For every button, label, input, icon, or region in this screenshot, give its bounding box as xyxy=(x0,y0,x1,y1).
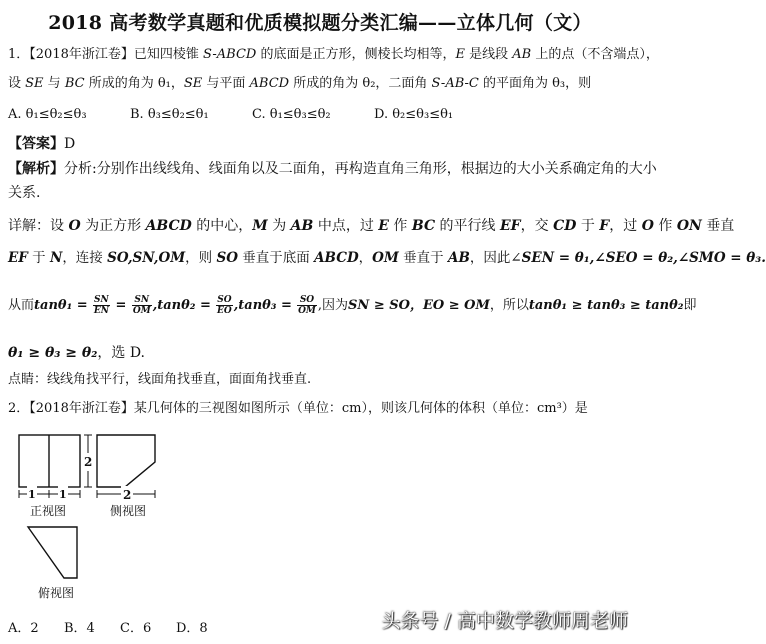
top-view-label: 俯视图 xyxy=(38,586,75,600)
detail-text: 为 xyxy=(267,218,291,234)
detail-text: 于 xyxy=(27,250,50,266)
detail-text: 为正方形 xyxy=(80,218,146,234)
q1-point-e: E xyxy=(455,47,465,62)
q1-stem-text: 所成的角为 θ₁， xyxy=(84,76,184,91)
q2-options xyxy=(8,620,208,638)
detail-math: ON xyxy=(676,218,702,234)
fraction-num: SO xyxy=(297,295,317,306)
detail-math: EF xyxy=(500,218,521,234)
watermark: 头条号 / 高中数学教师周老师 xyxy=(381,610,628,632)
detail-math: ,tanθ₂ = xyxy=(152,298,211,313)
q1-se: SE xyxy=(25,76,44,91)
dim-label-2h: 2 xyxy=(123,488,132,502)
detail-text: 于 xyxy=(576,218,600,234)
detail-math: tanθ₁ = xyxy=(34,298,88,313)
detail-text: ，因此∠ xyxy=(469,250,522,266)
fraction-den: EO xyxy=(217,306,232,316)
q1-option-d: D. θ₂≤θ₃≤θ₁ xyxy=(374,107,454,122)
q1-stem-text: 所成的角为 θ₂，二面角 xyxy=(289,76,432,91)
detail-math: SEN = θ₁,∠SEO = θ₂,∠SMO = θ₃. xyxy=(521,250,766,266)
detail-text: 中点，过 xyxy=(313,218,379,234)
detail-math: ,tanθ₃ = xyxy=(233,298,292,313)
analysis-text: 分析:分别作出线线角、线面角以及二面角，再构造直角三角形，根据边的大小关系确定角的大小 xyxy=(64,161,657,177)
q1-stem-text: 与平面 xyxy=(202,76,250,91)
q1-stem-text: 的底面是正方形，侧棱长均相等， xyxy=(256,47,456,62)
q1-se: SE xyxy=(183,76,203,91)
detail-text: 垂直于 xyxy=(398,250,448,266)
detail-text: 的中心， xyxy=(191,218,253,234)
detail-text: 的平行线 xyxy=(435,218,501,234)
q1-dihedral: S-AB-C xyxy=(431,76,479,91)
fraction-den: OM xyxy=(132,306,151,316)
fraction-den: EN xyxy=(93,306,109,316)
detail-text: 详解：设 xyxy=(8,218,69,234)
detail-math: M xyxy=(252,218,268,234)
detail-math: ABCD xyxy=(314,250,359,266)
q1-abcd: ABCD xyxy=(249,76,290,91)
detail-text: ，则 xyxy=(185,250,217,266)
q2-option-d: D．8 xyxy=(176,621,208,636)
fraction-num: SO xyxy=(217,295,232,305)
detail-math: SO,SN,OM xyxy=(107,250,186,266)
detail-text: ，连接 xyxy=(62,250,108,266)
detail-text: 从而 xyxy=(8,298,35,313)
fraction-den: OM xyxy=(298,306,316,316)
q1-analysis-line2: 关系. xyxy=(8,185,41,201)
q1-stem-text: 上的点（不含端点）， xyxy=(531,47,659,62)
q1-stem-text: 的平面角为 θ₃，则 xyxy=(478,76,592,91)
detail-math: = xyxy=(110,298,131,313)
detail-math: AB xyxy=(447,250,470,266)
q1-pyramid: S-ABCD xyxy=(203,47,257,62)
detail-math: BC xyxy=(411,218,436,234)
detail-text: 作 xyxy=(388,218,412,234)
q1-stem-text: 与 xyxy=(43,76,65,91)
q1-number: 1． xyxy=(8,47,30,62)
fraction-num: SN xyxy=(132,295,152,306)
q2-option-a: A．2 xyxy=(8,621,39,636)
detail-math: CD xyxy=(553,218,577,234)
q2-option-c: C．6 xyxy=(120,621,152,636)
q2-number: 2． xyxy=(8,401,30,416)
side-view-label: 侧视图 xyxy=(110,504,147,518)
detail-math: N xyxy=(49,250,63,266)
detail-math: SO xyxy=(216,250,238,266)
q1-option-c: C. θ₁≤θ₃≤θ₂ xyxy=(252,107,331,122)
detail-math: ABCD xyxy=(145,218,192,234)
detail-math: EF xyxy=(8,250,28,266)
q1-source: 【2018年浙江卷】 xyxy=(29,47,134,62)
detail-text: 垂直于底面 xyxy=(237,250,315,266)
detail-text: 垂直 xyxy=(701,218,735,234)
dim-label-1b: 1 xyxy=(58,486,68,504)
detail-text: ，过 xyxy=(609,218,642,234)
q2-option-b: B．4 xyxy=(64,621,95,636)
q2-source: 【2018年浙江卷】 xyxy=(29,401,134,416)
detail-text: 作 xyxy=(653,218,677,234)
detail-math: SN ≥ SO，EO ≥ OM xyxy=(348,298,490,313)
dim-label-1a: 1 xyxy=(27,486,37,504)
detail-text: ,因为 xyxy=(317,298,349,313)
answer-label: 【答案】 xyxy=(8,136,64,152)
detail-math: AB xyxy=(290,218,314,234)
detail-math: tanθ₁ ≥ tanθ₃ ≥ tanθ₂ xyxy=(528,298,684,313)
detail-text: ，所以 xyxy=(489,298,529,313)
top-view xyxy=(28,527,77,578)
detail-text: ，交 xyxy=(520,218,554,234)
q1-seg-ab: AB xyxy=(512,47,532,62)
detail-math: F xyxy=(599,218,610,234)
detail-text: 即 xyxy=(683,298,697,313)
q1-stem-text: 是线段 xyxy=(464,47,513,62)
detail-math: θ₁ ≥ θ₃ ≥ θ₂ xyxy=(8,345,98,361)
q2-stem-text: 某几何体的三视图如图所示（单位：cm），则该几何体的体积（单位：cm³）是 xyxy=(133,401,588,416)
detail-math: O xyxy=(641,218,654,234)
q1-bc: BC xyxy=(64,76,85,91)
detail-text: ，选 D. xyxy=(97,345,146,361)
detail-math: E xyxy=(378,218,389,234)
q1-option-b: B. θ₃≤θ₂≤θ₁ xyxy=(130,107,209,122)
analysis-label: 【解析】 xyxy=(8,161,64,177)
front-view-label: 正视图 xyxy=(30,504,67,518)
q1-tip: 点睛：线线角找平行，线面角找垂直，面面角找垂直. xyxy=(8,372,312,387)
q1-stem-text: 设 xyxy=(8,76,26,91)
q1-stem-text: 已知四棱锥 xyxy=(133,47,204,62)
detail-math: OM xyxy=(372,250,399,266)
dim-label-2v: 2 xyxy=(84,455,93,469)
detail-text: ， xyxy=(358,250,373,266)
fraction-num: SN xyxy=(94,295,109,305)
answer-value: D xyxy=(64,136,76,152)
page-title: 2018 高考数学真题和优质模拟题分类汇编——立体几何（文） xyxy=(48,12,592,34)
q1-option-a: A. θ₁≤θ₂≤θ₃ xyxy=(8,107,87,122)
detail-math: O xyxy=(68,218,81,234)
